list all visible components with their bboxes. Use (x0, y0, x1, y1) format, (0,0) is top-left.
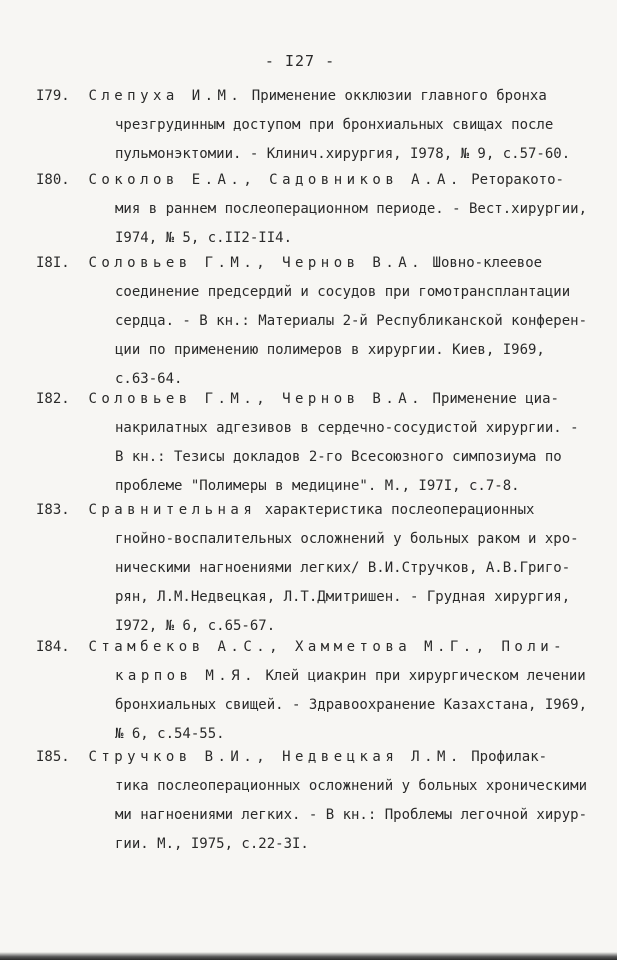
entry-text: Реторакото- (471, 172, 564, 188)
entry-text: Шовно-клеевое (432, 255, 543, 271)
bibliography-entry-184 (36, 633, 596, 749)
page-number: - I27 - (264, 52, 336, 70)
entry-text: Профилак- (471, 749, 548, 765)
entry-number: I8I. (36, 255, 70, 271)
entry-text: с.63-64. (115, 371, 183, 387)
entry-text: рян, Л.М.Недвецкая, Л.Т.Дмитришен. - Грудная хирургия, (115, 589, 571, 605)
entry-author: Стручков В.И., Недвецкая Л.М. (88, 749, 463, 765)
entry-author: Слепуха И.М. (88, 88, 244, 104)
entry-author: Стамбеков А.С., Хамметова М.Г., Поли- (88, 639, 567, 655)
entry-text: накрилатных адгезивов в сердечно-сосудистой хирургии. - (115, 420, 579, 436)
entry-text: бронхиальных свищей. - Здравоохранение Казахстана, I969, (115, 697, 588, 713)
entry-text: Применение окклюзии главного бронха (251, 88, 547, 104)
bibliography-entry-182 (36, 385, 596, 501)
entry-number: I82. (36, 391, 70, 407)
entry-text: пульмонэктомии. - Клинич.хирургия, I978, № 9, с.57-60. (115, 146, 571, 162)
entry-text: В кн.: Тезисы докладов 2-го Всесоюзного симпозиума по (115, 449, 562, 465)
entry-text: I972, № 6, с.65-67. (115, 618, 276, 634)
entry-text: сердца. - В кн.: Материалы 2-й Республиканской конферен- (115, 313, 588, 329)
entry-text: № 6, с.54-55. (115, 726, 225, 742)
scan-bottom-edge (0, 952, 617, 960)
entry-text: Клей циакрин при хирургическом лечении (265, 668, 586, 684)
entry-text: тика послеоперационных осложнений у больных хроническими (115, 778, 588, 794)
entry-text: ническими нагноениями легких/ В.И.Стручков, А.В.Григо- (115, 560, 571, 576)
bibliography-entry-185 (36, 743, 596, 859)
entry-author: Соловьев Г.М., Чернов В.А. (88, 391, 425, 407)
entry-text: ции по применению полимеров в хирургии. Киев, I969, (115, 342, 545, 358)
bibliography-entry-183 (36, 496, 596, 641)
entry-author-continued: карпов М.Я. (115, 668, 257, 684)
entry-text: характеристика послеоперационных (264, 502, 535, 518)
entry-number: I83. (36, 502, 70, 518)
entry-number: I85. (36, 749, 70, 765)
entry-author: Сравнительная (88, 502, 257, 518)
bibliography-entry-179 (36, 82, 596, 169)
entry-text: I974, № 5, с.II2-II4. (115, 230, 293, 246)
entry-text: проблеме "Полимеры в медицине". М., I97I, с.7-8. (115, 478, 520, 494)
entry-text: соединение предсердий и сосудов при гомотрансплантации (115, 284, 571, 300)
entry-text: мия в раннем послеоперационном периоде. - Вест.хирургии, (115, 201, 588, 217)
entry-number: I79. (36, 88, 70, 104)
entry-text: гии. М., I975, с.22-3I. (115, 836, 309, 852)
entry-text: гнойно-воспалительных осложнений у больных раком и хро- (115, 531, 579, 547)
entry-number: I80. (36, 172, 70, 188)
entry-text: Применение циа- (432, 391, 559, 407)
entry-author: Соколов Е.А., Садовников А.А. (88, 172, 463, 188)
entry-number: I84. (36, 639, 70, 655)
bibliography-entry-180 (36, 166, 596, 253)
entry-text: ми нагноениями легких. - В кн.: Проблемы легочной хирур- (115, 807, 588, 823)
entry-author: Соловьев Г.М., Чернов В.А. (88, 255, 425, 271)
bibliography-entry-181 (36, 249, 596, 394)
entry-text: чрезгрудинным доступом при бронхиальных свищах после (115, 117, 554, 133)
